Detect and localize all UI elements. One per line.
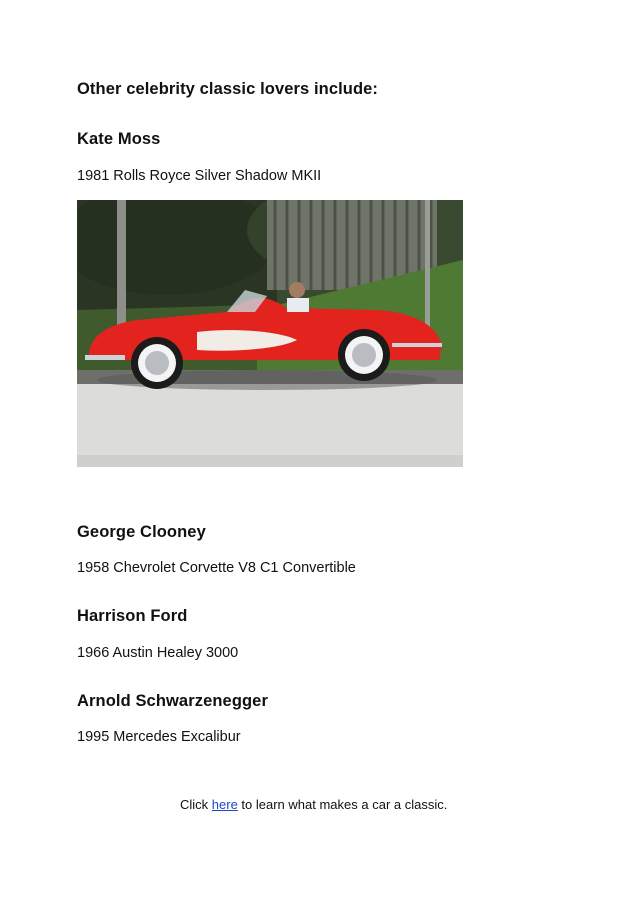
celebrity-name-kate-moss: Kate Moss — [77, 130, 161, 148]
footer-suffix: to learn what makes a car a classic. — [237, 797, 448, 812]
celebrity-name-harrison-ford: Harrison Ford — [77, 607, 188, 625]
celebrity-car-kate-moss: 1981 Rolls Royce Silver Shadow MKII — [77, 168, 322, 184]
footer-prefix: Click — [180, 797, 212, 812]
corvette-photo — [77, 200, 463, 467]
celebrity-car-harrison-ford: 1966 Austin Healey 3000 — [77, 645, 239, 661]
celebrity-name-arnold-schwarzenegger: Arnold Schwarzenegger — [77, 692, 268, 710]
here-link[interactable]: here — [211, 797, 238, 812]
celebrity-car-george-clooney: 1958 Chevrolet Corvette V8 C1 Convertible — [77, 560, 356, 576]
footer-note — [180, 797, 447, 812]
intro-heading: Other celebrity classic lovers include: — [77, 80, 379, 98]
celebrity-name-george-clooney: George Clooney — [77, 523, 206, 541]
celebrity-car-arnold-schwarzenegger: 1995 Mercedes Excalibur — [77, 729, 241, 745]
